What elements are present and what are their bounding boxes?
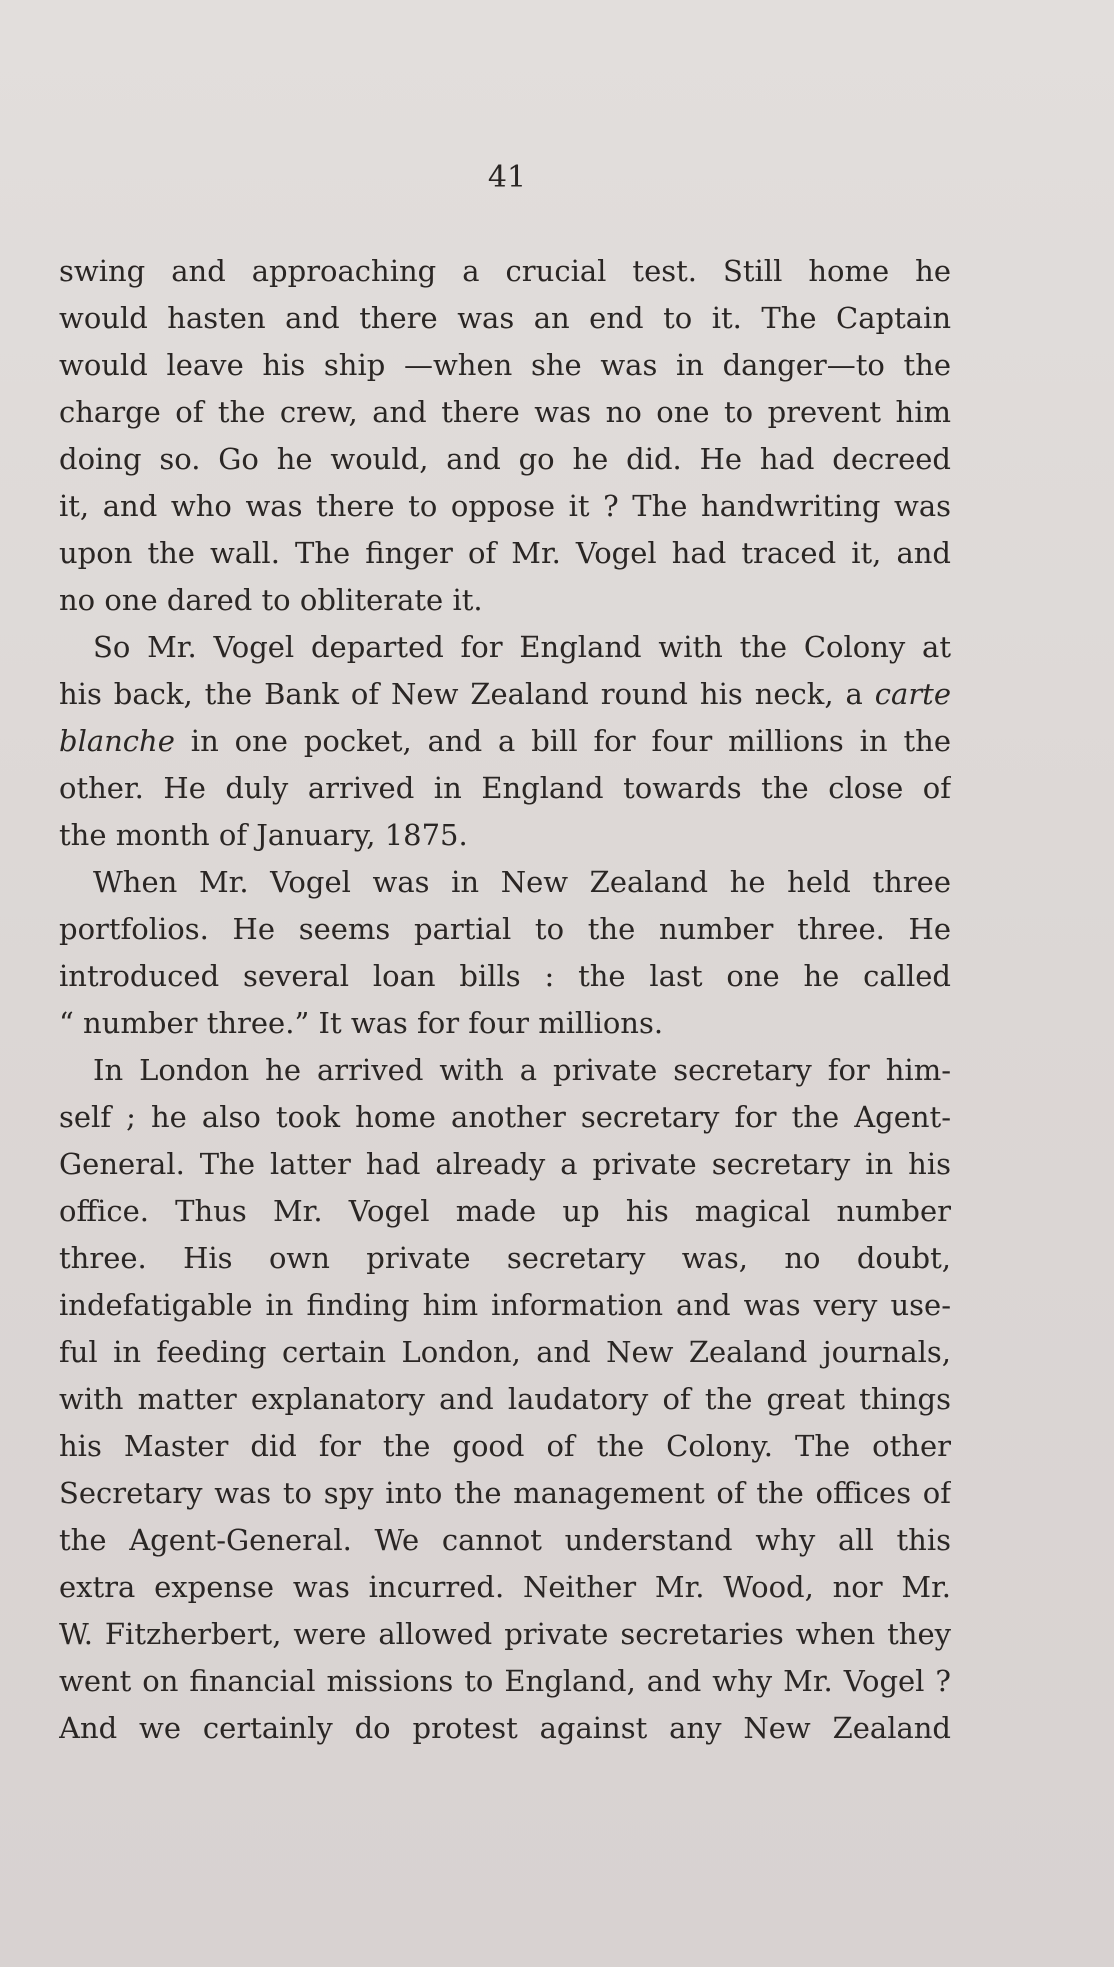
text-line: three. His own private secretary was, no doubt, [59,1241,951,1275]
body-text [59,248,951,1752]
italic-phrase: carte [874,677,951,711]
text-line: introduced several loan bills : the last one he called [59,959,951,993]
text-run: his back, the Bank of New Zealand round his neck, a [59,677,875,711]
text-line: “ number three.” It was for four millions. [59,1006,664,1040]
text-line: with matter explanatory and laudatory of the great things [59,1382,951,1416]
text-line: self ; he also took home another secretary for the Agent- [59,1100,951,1134]
text-line: W. Fitzherbert, were allowed private secretaries when they [59,1617,951,1651]
text-line: ful in feeding certain London, and New Zealand journals, [59,1335,951,1369]
text-line: other. He duly arrived in England towards the close of [59,771,951,805]
text-line: General. The latter had already a private secretary in his [59,1147,951,1181]
paragraph-start-line: So Mr. Vogel departed for England with the Colony at [93,630,951,664]
text-line: And we certainly do protest against any New Zealand [59,1711,951,1745]
text-line: his Master did for the good of the Colony. The other [59,1429,951,1463]
text-line: the month of January, 1875. [59,818,468,852]
text-line: it, and who was there to oppose it ? The handwriting was [59,489,951,523]
text-line: the Agent-General. We cannot understand why all this [59,1523,951,1557]
text-line: upon the wall. The finger of Mr. Vogel had traced it, and [59,536,951,570]
text-line: portfolios. He seems partial to the number three. He [59,912,951,946]
text-line: extra expense was incurred. Neither Mr. Wood, nor Mr. [59,1570,951,1604]
text-line: charge of the crew, and there was no one to prevent him [59,395,951,429]
paragraph-start-line: When Mr. Vogel was in New Zealand he held three [93,865,951,899]
italic-phrase: blanche [59,724,175,758]
text-line: went on financial missions to England, and why Mr. Vogel ? [59,1664,951,1698]
text-line: doing so. Go he would, and go he did. He had decreed [59,442,951,476]
text-line [59,671,951,718]
text-line: would leave his ship —when she was in danger—to the [59,348,951,382]
paragraph-start-line: In London he arrived with a private secretary for him- [93,1053,951,1087]
page-number: 41 [487,160,527,195]
text-line: indefatigable in finding him information and was very use- [59,1288,951,1322]
text-line: would hasten and there was an end to it. The Captain [59,301,951,335]
text-line [59,718,951,765]
text-run: in one pocket, and a bill for four millions in the [174,724,951,758]
text-line: Secretary was to spy into the management of the offices of [59,1476,951,1510]
text-line: swing and approaching a crucial test. Still home he [59,254,951,288]
text-line: office. Thus Mr. Vogel made up his magical number [59,1194,951,1228]
text-line: no one dared to obliterate it. [59,583,483,617]
